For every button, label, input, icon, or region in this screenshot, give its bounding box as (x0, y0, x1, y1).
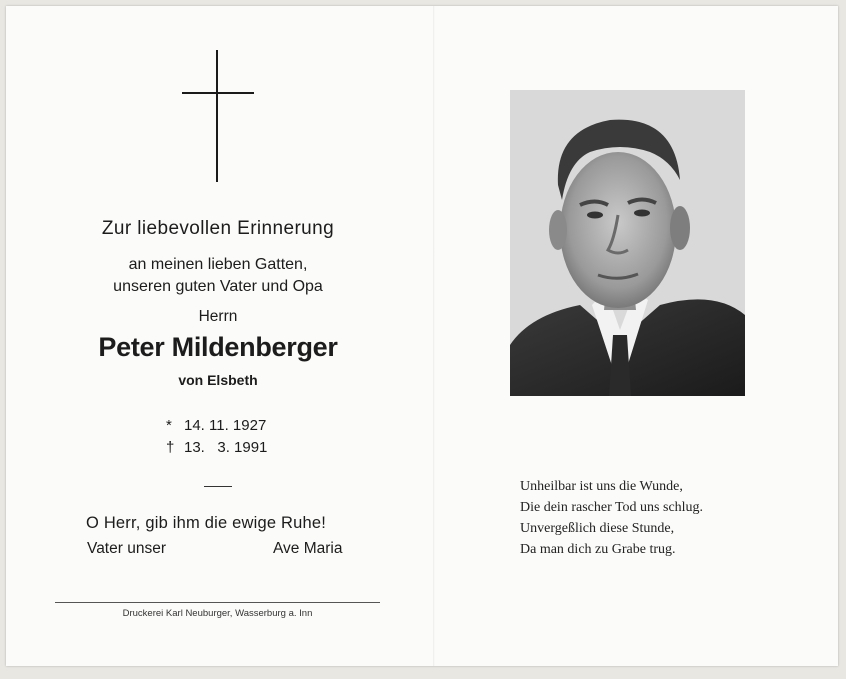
cross-horizontal-bar (182, 92, 254, 94)
printer-credit: Druckerei Karl Neuburger, Wasserburg a. Inn (122, 608, 313, 619)
prayer-ave-maria: Ave Maria (273, 540, 343, 557)
poem-line-3: Unvergeßlich diese Stunde, (520, 521, 675, 536)
prayer-vater-unser: Vater unser (87, 540, 166, 557)
deceased-alias: von Elsbeth (178, 372, 258, 388)
death-symbol: † (166, 439, 175, 456)
printer-rule (55, 602, 380, 603)
deceased-name: Peter Mildenberger (98, 332, 338, 362)
dedication-line-2: unseren guten Vater und Opa (113, 278, 323, 295)
separator-dash (204, 486, 232, 487)
birth-symbol: * (166, 417, 172, 434)
birth-date: 14. 11. 1927 (184, 417, 267, 434)
poem-line-4: Da man dich zu Grabe trug. (520, 542, 676, 557)
poem-line-1: Unheilbar ist uns die Wunde, (520, 479, 683, 494)
portrait-photo (510, 90, 745, 396)
memorial-heading: Zur liebevollen Erinnerung (101, 218, 335, 239)
poem-line-2: Die dein rascher Tod uns schlug. (520, 500, 704, 515)
card-fold (433, 6, 435, 666)
prayer-text: O Herr, gib ihm die ewige Ruhe! (86, 514, 327, 532)
honorific: Herrn (198, 308, 238, 325)
death-date: 13. 3. 1991 (184, 439, 268, 456)
death-date-row (166, 439, 267, 456)
portrait-illustration (510, 90, 745, 396)
cross-vertical-bar (216, 50, 218, 182)
birth-date-row (166, 417, 266, 434)
dedication-line-1: an meinen lieben Gatten, (128, 256, 308, 273)
